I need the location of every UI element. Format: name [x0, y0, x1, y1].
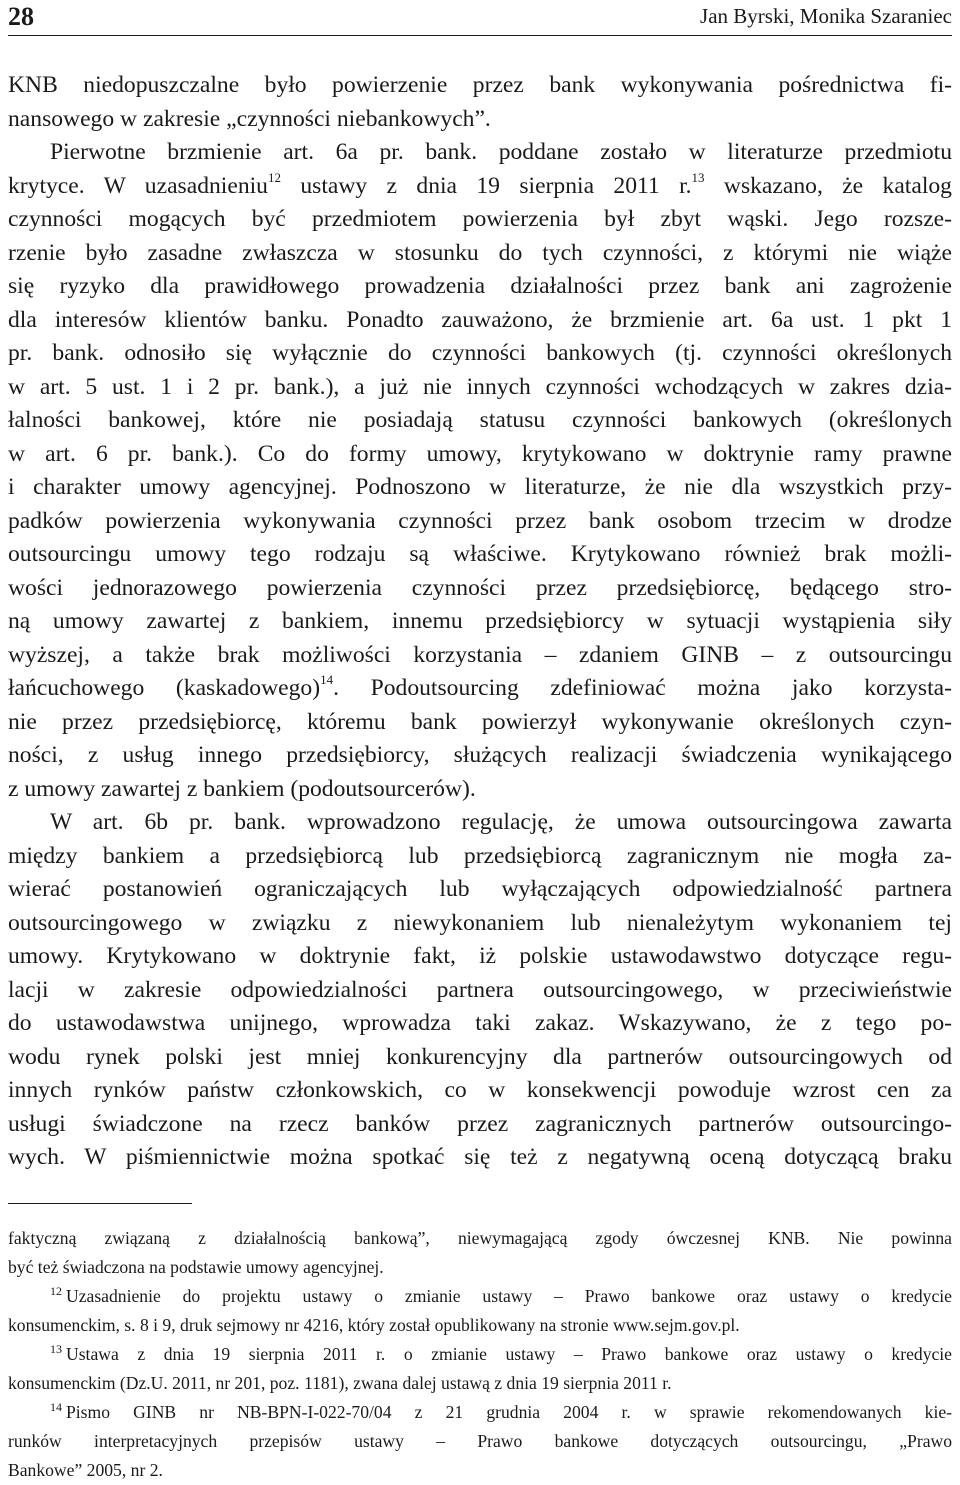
footnote-number: 13 [50, 1342, 62, 1357]
text-line: łalności bankowej, które nie posiadają statusu czynności bankowych (określonych [8, 407, 952, 433]
footnote [8, 1224, 952, 1282]
text-line: innych rynków państw członkowskich, co w konsekwencji powoduje wzrost cen za [8, 1077, 952, 1103]
text-line: padków powierzenia wykonywania czynności przez bank osobom trzecim w drodze [8, 507, 952, 534]
text-line: usługi świadczone na rzecz banków przez zagranicznych partnerów outsourcingo- [8, 1110, 952, 1137]
text-line: rzenie było zasadne zwłaszcza w stosunku do tych czynności, z którymi nie wiąże [8, 239, 952, 266]
footnote [8, 1398, 952, 1485]
page-header [8, 0, 952, 40]
footnote-number: 12 [50, 1284, 62, 1299]
running-head-authors: Jan Byrski, Monika Szaraniec [700, 4, 952, 28]
page-number: 28 [8, 2, 34, 31]
footnote-line: $^{12}$ Uzasadnienie do projektu ustawy o zmianie ustawy – Prawo bankowe oraz ustawy o kredycie [50, 1284, 952, 1306]
footnote-reference: 12 [267, 169, 281, 185]
text-line: czynności mogących być przedmiotem powierzenia był zbyt wąski. Jego rozsze- [8, 206, 952, 232]
footnote-reference: 13 [691, 169, 705, 185]
main-text [8, 69, 952, 1175]
text-line: outsourcingowego w związku z niewykonaniem lub nienależytym wykonaniem tej [8, 909, 952, 936]
text-line: wości jednorazowego powierzenia czynności przez przedsiębiorcę, będącego stro- [8, 574, 952, 601]
footnote-reference: 14 [320, 672, 334, 688]
text-line: w art. 6 pr. bank.). Co do formy umowy, krytykowano w doktrynie ramy prawne [8, 440, 952, 467]
text-line: wyższej, a także brak możliwości korzystania – zdaniem GINB – z outsourcingu [8, 641, 952, 668]
paragraph [8, 806, 952, 1175]
text-line: nansowego w zakresie „czynności niebankowych”. [8, 105, 491, 132]
text-line: dla interesów klientów banku. Ponadto zauważono, że brzmienie art. 6a ust. 1 pkt 1 [8, 306, 952, 333]
footnote-line: runków interpretacyjnych przepisów ustawy – Prawo bankowe dotyczących outsourcingu, „Prawo [8, 1431, 952, 1451]
text-line: się ryzyko dla prawidłowego prowadzenia działalności przez bank ani zagrożenie [8, 273, 952, 299]
text-line: w art. 5 ust. 1 i 2 pr. bank.), a już nie innych czynności wchodzących w zakres dzia- [8, 373, 952, 400]
footnote-line: być też świadczona na podstawie umowy agencyjnej. [8, 1257, 384, 1277]
text-line: outsourcingu umowy tego rodzaju są właściwe. Krytykowano również brak możli- [8, 541, 952, 567]
text-line: łańcuchowego (kaskadowego)$^{14}$. Podoutsourcing zdefiniować można jako korzysta- [8, 672, 952, 701]
text-line: do ustawodawstwa unijnego, wprowadza taki zakaz. Wskazywano, że z tego po- [8, 1010, 952, 1036]
footnote-line: faktyczną związaną z działalnością bankową”, niewymagającą zgody ówczesnej KNB. Nie powinna [8, 1228, 952, 1248]
text-line: W art. 6b pr. bank. wprowadzono regulację, że umowa outsourcingowa zawarta [50, 809, 952, 835]
text-line: wierać postanowień ograniczających lub wyłączających odpowiedzialność partnera [8, 876, 952, 902]
paragraph [8, 136, 952, 806]
text-line: Pierwotne brzmienie art. 6a pr. bank. poddane zostało w literaturze przedmiotu [50, 139, 952, 165]
paragraph [8, 69, 952, 136]
header-rule [8, 35, 952, 36]
text-line: krytyce. W uzasadnieniu$^{12}$ ustawy z dnia 19 sierpnia 2011 r.$^{13}$ wskazano, że katalog [8, 169, 952, 199]
text-line: KNB niedopuszczalne było powierzenie przez bank wykonywania pośrednictwa fi- [8, 72, 952, 98]
text-line: pr. bank. odnosiło się wyłącznie do czynności bankowych (tj. czynności określonych [8, 340, 952, 366]
text-line: wodu rynek polski jest mniej konkurencyjny dla partnerów outsourcingowych od [8, 1043, 952, 1070]
footnote-line: Bankowe” 2005, nr 2. [8, 1460, 163, 1480]
footnote-separator [8, 1203, 192, 1204]
footnote-line: konsumenckim, s. 8 i 9, druk sejmowy nr 4216, który został opublikowany na stronie www.sejm.gov.pl. [8, 1315, 740, 1335]
footnote-line: konsumenckim (Dz.U. 2011, nr 201, poz. 1181), zwana dalej ustawą z dnia 19 sierpnia 2011 r. [8, 1373, 672, 1393]
footnote [8, 1282, 952, 1340]
footnote-line: $^{14}$ Pismo GINB nr NB-BPN-I-022-70/04 z 21 grudnia 2004 r. w sprawie rekomendowanych kie- [50, 1400, 952, 1422]
footnote [8, 1340, 952, 1398]
text-line: ną umowy zawartej z bankiem, innemu przedsiębiorcy w sytuacji wystąpienia siły [8, 608, 952, 634]
text-line: z umowy zawartej z bankiem (podoutsourcerów). [8, 775, 476, 802]
footnote-line: $^{13}$ Ustawa z dnia 19 sierpnia 2011 r. o zmianie ustawy – Prawo bankowe oraz ustawy o kredycie [50, 1342, 952, 1364]
text-line: ności, z usług innego przedsiębiorcy, służących realizacji świadczenia wynikającego [8, 742, 952, 768]
text-line: lacji w zakresie odpowiedzialności partnera outsourcingowego, w przeciwieństwie [8, 976, 952, 1003]
text-line: nie przez przedsiębiorcę, któremu bank powierzył wykonywanie określonych czyn- [8, 708, 952, 735]
text-line: między bankiem a przedsiębiorcą lub przedsiębiorcą zagranicznym nie mogła za- [8, 842, 952, 869]
footnotes [8, 1224, 952, 1485]
text-line: i charakter umowy agencyjnej. Podnoszono w literaturze, że nie dla wszystkich przy- [8, 474, 952, 500]
text-line: umowy. Krytykowano w doktrynie fakt, iż polskie ustawodawstwo dotyczące regu- [8, 943, 952, 969]
text-line: wych. W piśmiennictwie można spotkać się też z negatywną oceną dotyczącą braku [8, 1144, 952, 1170]
footnote-number: 14 [50, 1400, 62, 1415]
